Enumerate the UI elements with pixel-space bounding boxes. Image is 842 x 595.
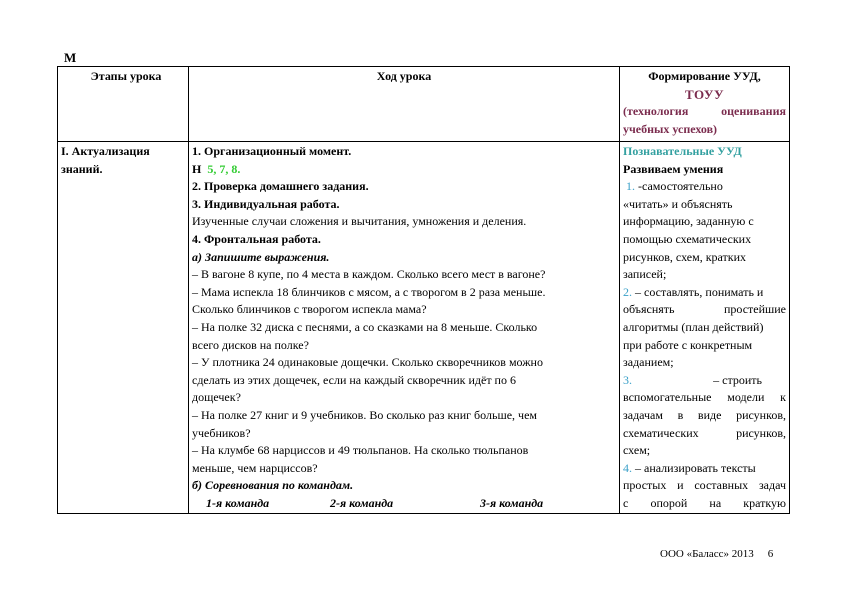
course-cell bbox=[189, 142, 620, 514]
sub-b-heading: б) Соревнования по командам. bbox=[192, 478, 354, 493]
question-4-line3: дощечек? bbox=[192, 390, 241, 405]
uud-title: Познавательные УУД bbox=[623, 144, 742, 158]
question-1: – В вагоне 8 купе, по 4 места в каждом. Сколько всего мест в вагоне? bbox=[192, 267, 546, 282]
question-6-line1: – На клумбе 68 нарциссов и 49 тюльпанов. На сколько тюльпанов bbox=[192, 443, 529, 458]
table-header-row bbox=[58, 67, 790, 142]
footer-publisher: ООО «Баласс» 2013 bbox=[660, 548, 754, 560]
stage-line1: I. Актуализация bbox=[61, 144, 150, 158]
question-3-line1: – На полке 32 диска с песнями, а со сказками на 8 меньше. Сколько bbox=[192, 319, 538, 334]
team-1: 1-я команда bbox=[206, 495, 270, 510]
page-number: 6 bbox=[767, 548, 774, 560]
question-4-line1: – У плотника 24 одинаковые дощечки. Сколько скворечников можно bbox=[192, 355, 543, 370]
header-uud bbox=[620, 67, 790, 142]
skill-1: 1. -самостоятельно «читать» и объяснять информацию, заданную с помощью схематических рисунков, схем, кратких записей; bbox=[623, 179, 754, 282]
header-course: Ход урока bbox=[189, 67, 620, 142]
sub-a-heading: а) Запишите выражения. bbox=[192, 249, 330, 264]
item-h-pages: Н 5, 7, 8. bbox=[192, 161, 241, 176]
question-2-line1: – Мама испекла 18 блинчиков с мясом, а с творогом в 2 раза меньше. bbox=[192, 284, 546, 299]
item-individual-text: Изученные случаи сложения и вычитания, умножения и деления. bbox=[192, 214, 527, 229]
item-frontal: 4. Фронтальная работа. bbox=[192, 231, 321, 246]
lesson-table bbox=[57, 66, 790, 514]
uud-cell bbox=[620, 142, 790, 514]
question-4-line2: сделать из этих дощечек, если на каждый скворечник идёт по 6 bbox=[192, 372, 516, 387]
question-2-line2: Сколько блинчиков с творогом испекла мама? bbox=[192, 302, 427, 317]
skill-4: 4. – анализировать тексты простых и составных задач с опорой на краткую bbox=[623, 460, 786, 510]
item-org-moment: 1. Организационный момент. bbox=[192, 144, 352, 158]
question-5-line1: – На полке 27 книг и 9 учебников. Во сколько раз книг больше, чем bbox=[192, 407, 537, 422]
stage-line2: знаний. bbox=[61, 161, 103, 176]
team-2: 2-я команда bbox=[330, 495, 394, 510]
header-uud-title: Формирование УУД, bbox=[648, 69, 761, 83]
question-3-line2: всего дисков на полке? bbox=[192, 337, 309, 352]
item-individual: 3. Индивидуальная работа. bbox=[192, 196, 340, 211]
skill-3: 3. – строить вспомогательные модели к задачам в виде рисунков, схематических рисунков, схем; bbox=[623, 372, 786, 458]
stage-cell bbox=[58, 142, 189, 514]
item-homework: 2. Проверка домашнего задания. bbox=[192, 179, 369, 194]
header-stages: Этапы урока bbox=[58, 67, 189, 142]
header-tech-line1: (технология оценивания bbox=[623, 104, 786, 119]
question-6-line2: меньше, чем нарциссов? bbox=[192, 460, 318, 475]
develop-skills: Развиваем умения bbox=[623, 161, 724, 176]
team-3: 3-я команда bbox=[480, 495, 544, 510]
table-row bbox=[58, 142, 790, 514]
corner-mark: М bbox=[64, 50, 77, 65]
header-tech-line2: учебных успехов) bbox=[623, 121, 718, 136]
teams-row bbox=[192, 495, 616, 513]
page-footer bbox=[660, 548, 773, 560]
header-toouu: ТОУУ bbox=[685, 86, 724, 102]
question-5-line2: учебников? bbox=[192, 425, 251, 440]
skill-2: 2. – составлять, понимать и объяснять простейшие алгоритмы (план действий) при работе с конкретным заданием; bbox=[623, 284, 786, 370]
